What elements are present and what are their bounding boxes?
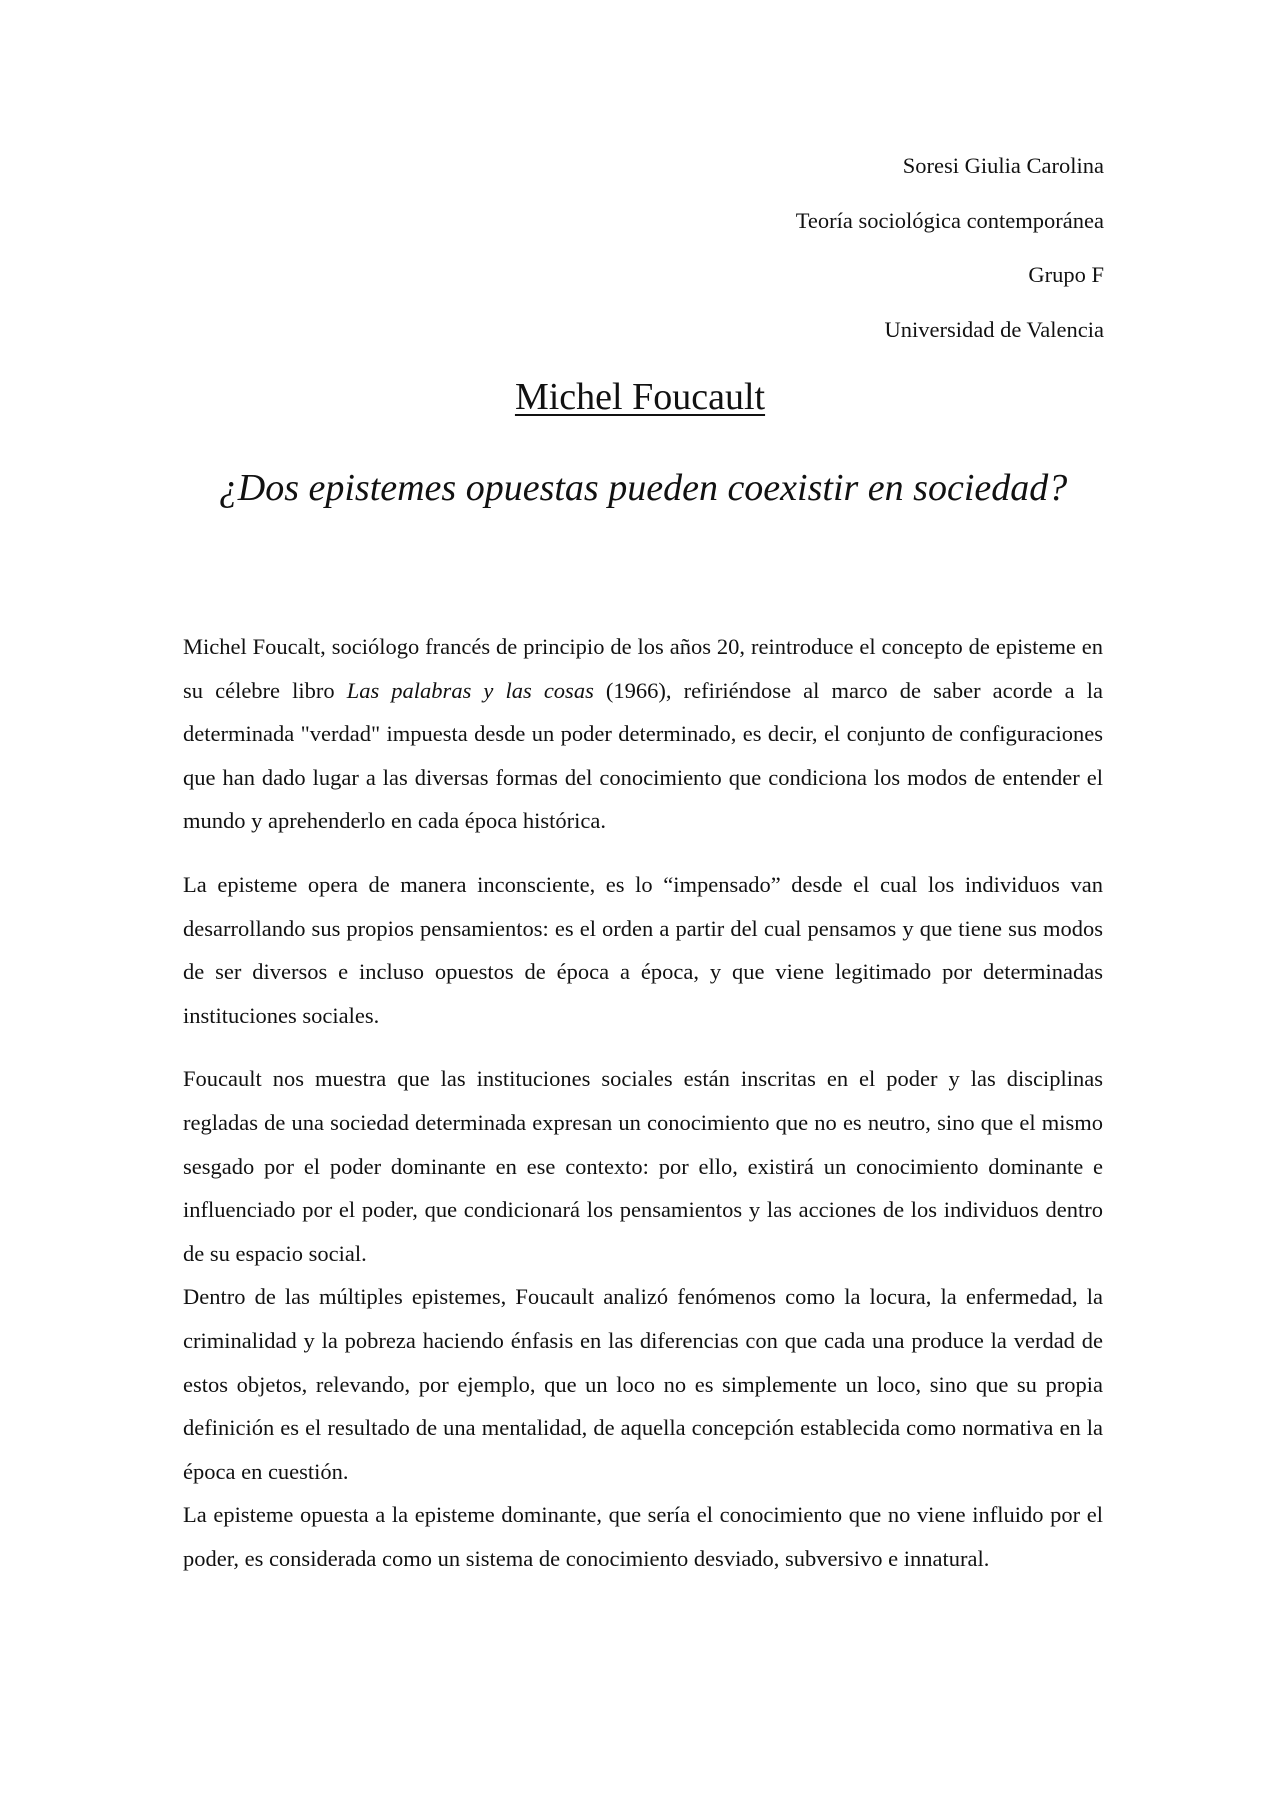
title-text: Michel Foucault	[514, 376, 766, 418]
paragraph-1-text-b: (1966), refiriéndose al marco de saber acorde a la determinada "verdad" impuesta desde un poder determinado, es decir, el conjunto de configuraciones que han dado lugar a las diversas formas del conocimiento que condiciona los modos de entender el mundo y aprehenderlo en cada época histórica.	[183, 677, 1103, 834]
paragraph-4: Dentro de las múltiples epistemes, Foucault analizó fenómenos como la locura, la enfermedad, la criminalidad y la pobreza haciendo énfasis en las diferencias con que cada una produce la verdad de estos objetos, relevando, por ejemplo, que un loco no es simplemente un loco, sino que su propia definición es el resultado de una mentalidad, de aquella concepción establecida como normativa en la época en cuestión.	[183, 1284, 1103, 1484]
document-title	[0, 372, 1280, 422]
header-block	[404, 148, 1104, 366]
course-name: Teoría sociológica contemporánea	[795, 207, 1104, 233]
document-subtitle: ¿Dos epistemes opuestas pueden coexistir en sociedad?	[218, 467, 1068, 509]
group-name: Grupo F	[1028, 262, 1104, 287]
paragraph-5: La episteme opuesta a la episteme dominante, que sería el conocimiento que no viene influido por el poder, es considerada como un sistema de conocimiento desviado, subversivo e innatural.	[183, 1502, 1103, 1571]
document-body	[183, 625, 1103, 1580]
paragraph-1	[183, 625, 1103, 843]
paragraph-1-text-a: Michel Foucalt, sociólogo francés de principio de los años 20, reintroduce el concepto de episteme en su célebre libro	[183, 634, 1103, 703]
university-name: Universidad de Valencia	[884, 316, 1104, 342]
paragraph-3: Foucault nos muestra que las instituciones sociales están inscritas en el poder y las disciplinas regladas de una sociedad determinada expresan un conocimiento que no es neutro, sino que el mismo sesgado por el poder dominante en ese contexto: por ello, existirá un conocimiento dominante e influenciado por el poder, que condicionará los pensamientos y las acciones de los individuos dentro de su espacio social.	[183, 1066, 1103, 1266]
author-name: Soresi Giulia Carolina	[902, 153, 1104, 178]
book-title: Las palabras y las cosas	[346, 677, 594, 703]
paragraph-2: La episteme opera de manera inconsciente, es lo “impensado” desde el cual los individuos van desarrollando sus propios pensamientos: es el orden a partir del cual pensamos y que tiene sus modos de ser diversos e incluso opuestos de época a época, y que viene legitimado por determinadas instituciones sociales.	[183, 871, 1103, 1028]
